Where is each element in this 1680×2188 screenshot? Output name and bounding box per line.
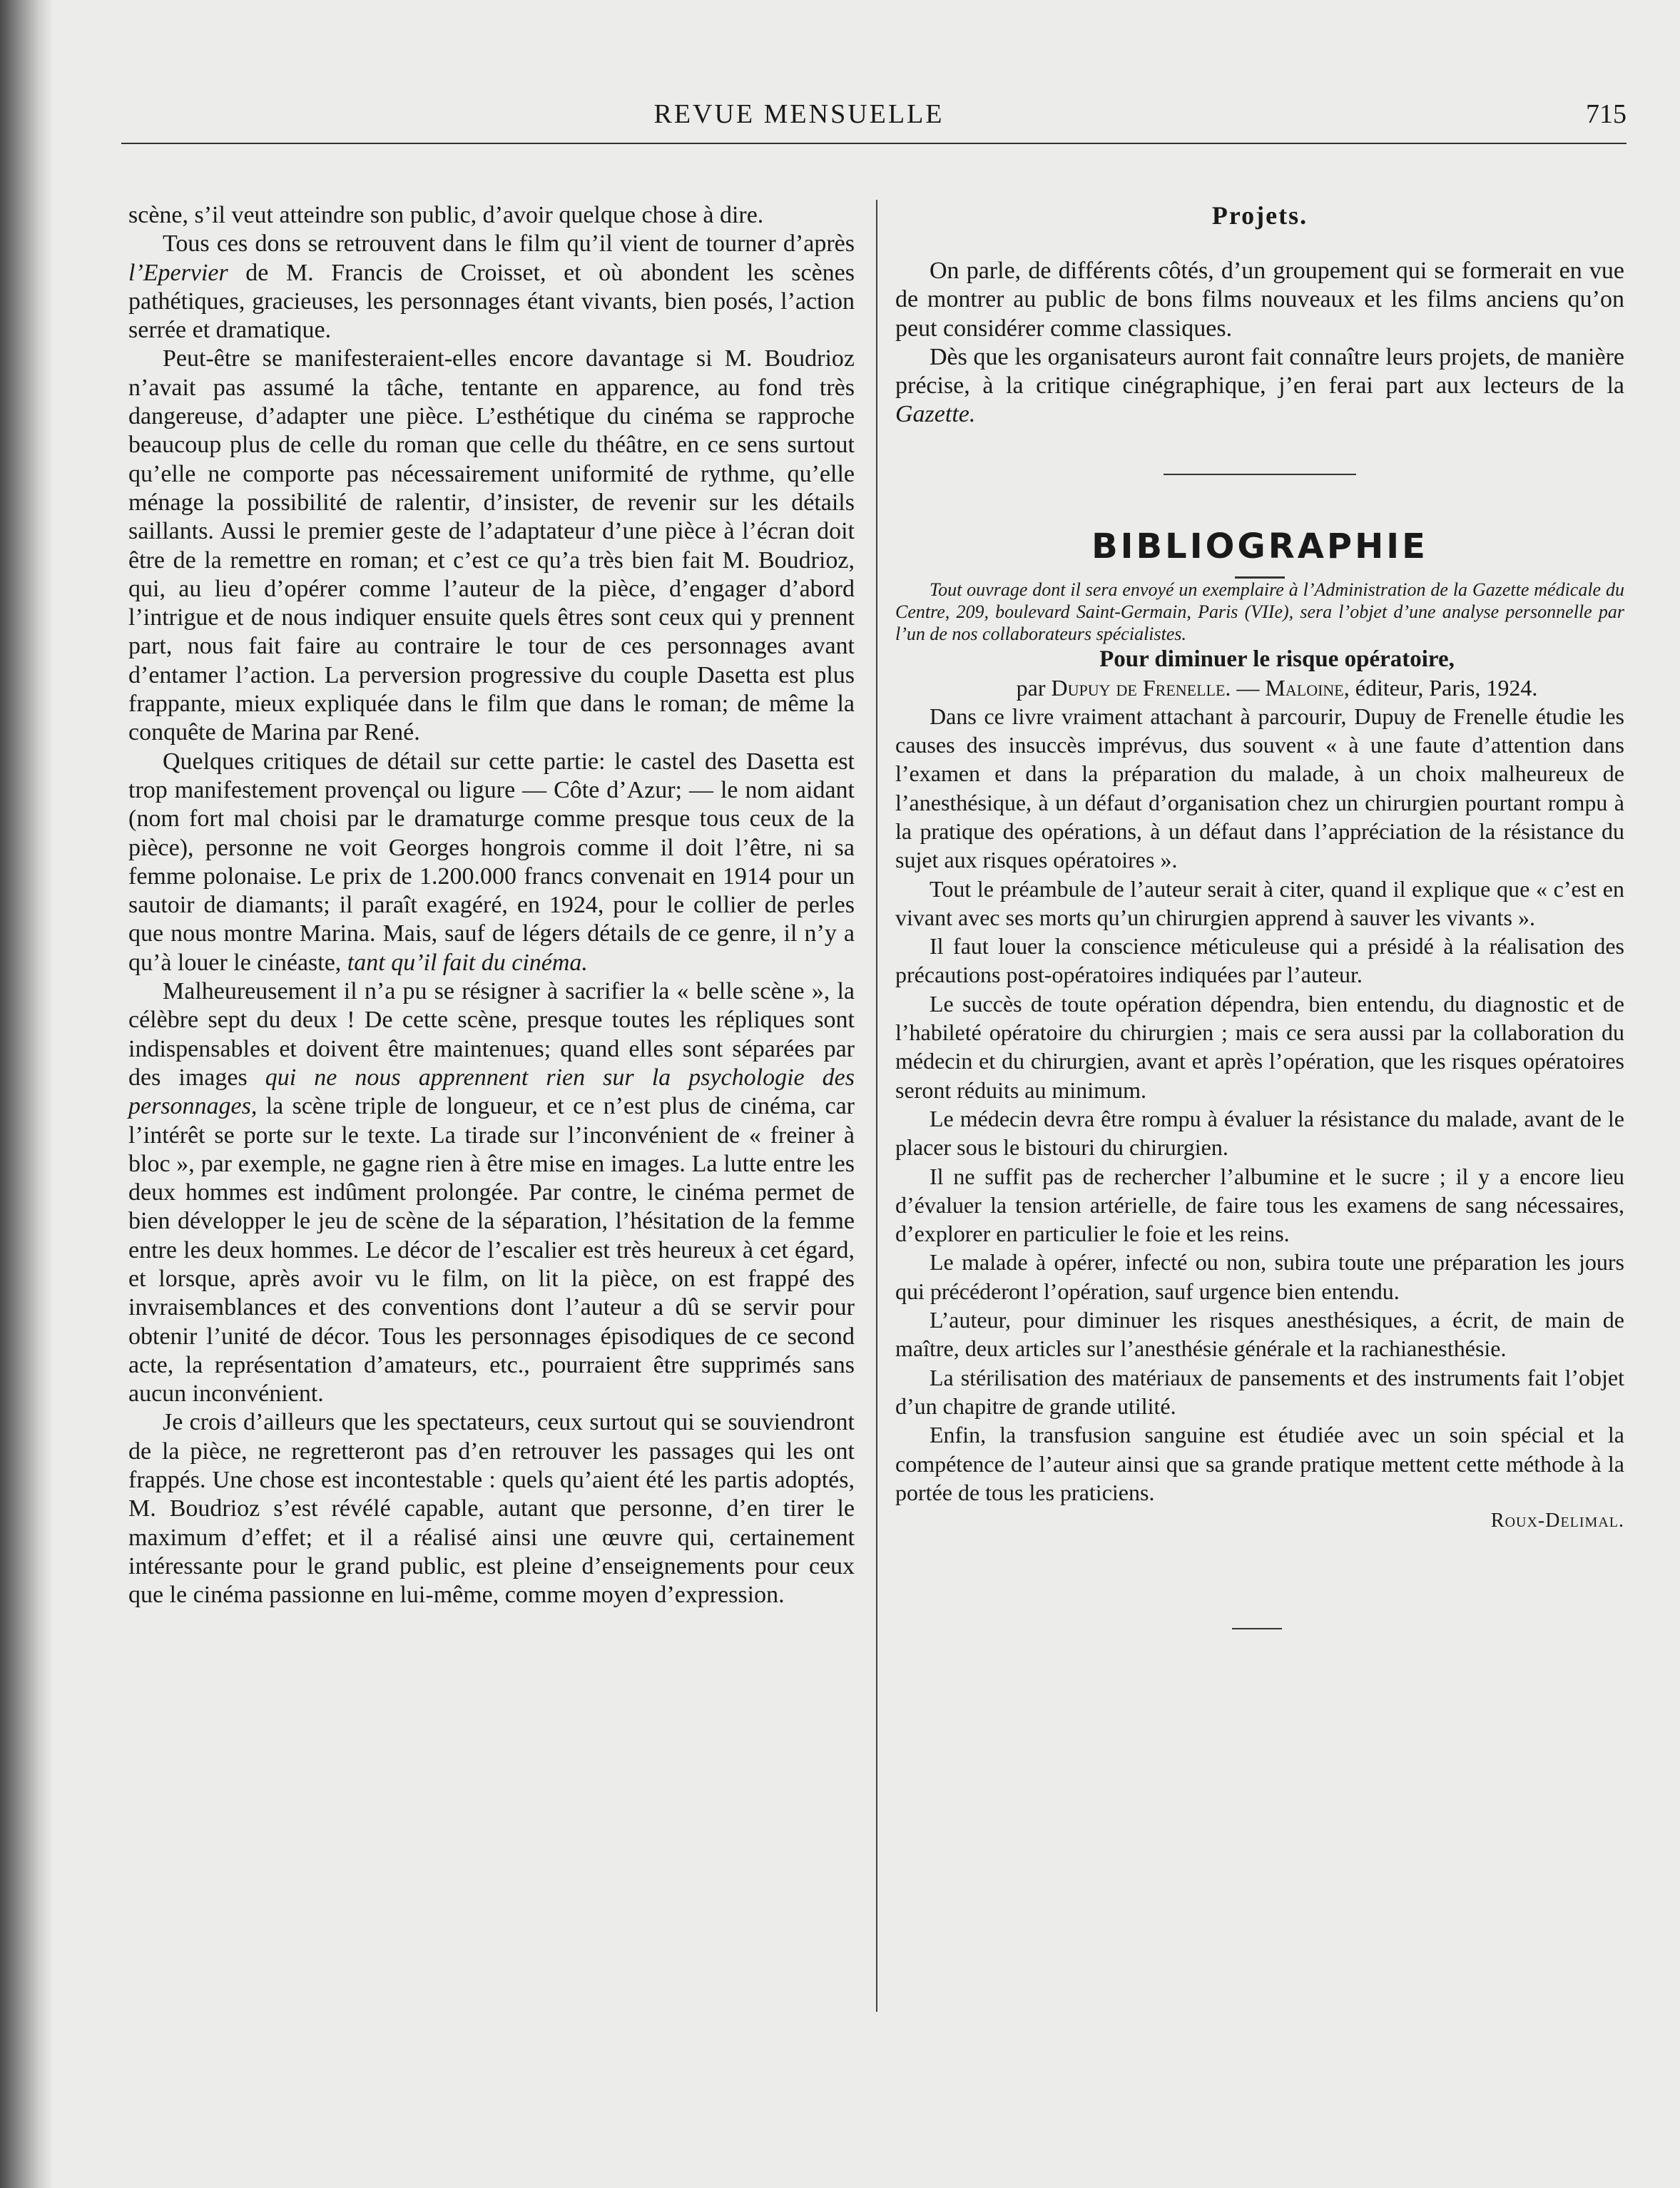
book-review: [895, 702, 1624, 1507]
paragraph: [895, 343, 1624, 429]
review-paragraph: Dans ce livre vraiment attachant à parcourir, Dupuy de Frenelle étudie les causes des insuccès imprévus, dus souvent « à une faute d’attention dans l’examen et dans la préparation du malade, à un choix malheureux de l’anesthésique, à un défaut d’organisation chez un chirurgien pourtant rompu à la pratique des opérations, à un défaut dans l’appréciation de la résistance du sujet aux risques opératoires ».: [895, 703, 1624, 873]
review-paragraph: Tout le préambule de l’auteur serait à citer, quand il explique que « c’est en vivant avec ses morts qu’un chirurgien apprend à sauver les vivants ».: [895, 875, 1624, 930]
paragraph: Peut-être se manifesteraient-elles encore davantage si M. Boudrioz n’avait pas assumé la tâche, tentante en apparence, au fond très dangereuse, d’adapter une pièce. L’esthétique du cinéma se rapproche beaucoup plus de celle du roman que celle du théâtre, en ce sens surtout qu’elle ne comporte pas nécessairement uniformité de rythme, qu’elle ménage la possibilité de ralentir, d’insister, de revenir sur les détails saillants. Aussi le premier geste de l’adaptateur d’une pièce à l’écran doit être de la remettre en roman; et c’est ce qu’a très bien fait M. Boudrioz, qui, au lieu d’opérer comme l’auteur de la pièce, d’engager d’abord l’intrigue et de nous indiquer ensuite quels êtres sont ceux qui y prennent part, nous fait faire au contraire le tour de ces personnages avant d’entamer l’action. La perversion progressive du couple Dasetta est plus frappante, mieux expliquée dans le film que dans le roman; de même la conquête de Marina par René.: [128, 345, 855, 746]
review-paragraph: L’auteur, pour diminuer les risques anesthésiques, a écrit, de main de maître, deux articles sur l’anesthésie générale et la rachianesthésie.: [895, 1307, 1624, 1362]
paragraph: scène, s’il veut atteindre son public, d’avoir quelque chose à dire.: [128, 202, 764, 228]
italic-title: l’Epervier: [128, 259, 228, 286]
reviewer-signature: Roux-Delimal.: [1490, 1510, 1624, 1532]
header-rule: [121, 143, 1626, 144]
running-head: [128, 98, 1626, 134]
review-paragraph: Le succès de toute opération dépendra, bien entendu, du diagnostic et de l’habileté opératoire du chirurgien ; mais ce sera aussi par la collaboration du médecin et du chirurgien, avant et après l’opération, que les risques opératoires seront réduits au minimum.: [895, 990, 1624, 1103]
text-run: Tous ces dons se retrouvent dans le film qu’il vient de tourner d’après: [163, 230, 855, 258]
book-byline: [895, 673, 1624, 702]
section-separator: [1164, 474, 1356, 475]
page-number: 715: [1586, 99, 1626, 129]
italic-title: Gazette.: [895, 401, 976, 428]
paragraph: [128, 230, 855, 345]
italic-text: qui ne nous apprennent rien sur la psychologie des personnages,: [128, 1064, 855, 1120]
submission-notice: Tout ouvrage dont il sera envoyé un exemplaire à l’Administration de la Gazette médicale du Centre, 209, boulevard Saint-Germain, Paris (VIIe), sera l’objet d’une analyse personnelle par l’un de nos collaborateurs spécialistes.: [895, 579, 1624, 644]
book-publisher: Maloine: [1265, 674, 1344, 701]
journal-title: REVUE MENSUELLE: [653, 99, 945, 129]
review-paragraph: Le médecin devra être rompu à évaluer la résistance du malade, avant de le placer sous le bistouri du chirurgien.: [895, 1105, 1624, 1161]
paragraph: Je crois d’ailleurs que les spectateurs, ceux surtout qui se souviendront de la pièce, ne regretteront pas d’en retrouver les passages qui les ont frappés. Une chose est incontestable : quels qu’aient été les partis adoptés, M. Boudrioz s’est révélé capable, autant que personne, d’en tirer le maximum d’effet; et il a réalisé ainsi une œuvre qui, certainement intéressante pour le grand public, est pleine d’enseignements pour ceux que le cinéma passionne en lui-même, comme moyen d’expression.: [128, 1409, 855, 1609]
paragraph: [128, 977, 855, 1408]
text-run: Malheureusement il n’a pu se résigner à sacrifier la « belle scène », la célèbre sept du deux ! De cette scène, presque toutes les répliques sont indispensables et doivent être maintenues; quand elles sont séparées par des images: [128, 978, 855, 1091]
paragraph: On parle, de différents côtés, d’un groupement qui se formerait en vue de montrer au public de bons films nouveaux et les films anciens qu’on peut considérer comme classiques.: [895, 258, 1624, 342]
review-paragraph: Enfin, la transfusion sanguine est étudiée avec un soin spécial et la compétence de l’auteur ainsi que sa grande pratique mettent cette méthode à la portée de tous les praticiens.: [895, 1422, 1624, 1505]
review-paragraph: Il ne suffit pas de rechercher l’albumine et le sucre ; il y a encore lieu d’évaluer la tension artérielle, de faire tous les examens de sang nécessaires, d’explorer en particulier le foie et les reins.: [895, 1163, 1624, 1247]
section-heading-projets: Projets.: [1211, 201, 1308, 230]
left-column: [128, 201, 855, 1610]
review-paragraph: La stérilisation des matériaux de pansements et des instruments fait l’objet d’un chapitre de grande utilité.: [895, 1364, 1624, 1419]
review-paragraph: Il faut louer la conscience méticuleuse qui a présidé à la réalisation des précautions post-opératoires indiquées par l’auteur.: [895, 933, 1624, 988]
right-column: [895, 201, 1624, 1629]
text-run: Dès que les organisateurs auront fait connaître leurs projets, de manière précise, à la critique cinégraphique, j’en ferai part aux lecteurs de la: [895, 343, 1624, 400]
book-title: Pour diminuer le risque opératoire,: [1099, 646, 1455, 672]
text-run: la scène triple de longueur, et ce n’est plus de cinéma, car l’intérêt se porte sur le texte. La tirade sur l’inconvénient de « freiner à bloc », par exemple, ne gagne rien à être mise en images. La lutte entre les deux hommes est indûment prolongée. Par contre, le cinéma permet de bien développer le jeu de scène de la séparation, l’hésitation de la femme entre les deux hommes. Le décor de l’escalier est très heureux à cet égard, et lorsque, après avoir vu le film, on lit la pièce, on est frappé des invraisemblances et des conventions dont l’auteur a dû se servir pour obtenir l’unité de décor. Tous les personnages épisodiques de ce second acte, la représentation d’amateurs, etc., pourraient être supprimés sans aucun inconvénient.: [128, 1093, 855, 1408]
paragraph: [128, 748, 855, 977]
bibliographie-heading: BIBLIOGRAPHIE: [1091, 526, 1428, 566]
text-run: —: [1231, 674, 1266, 701]
text-run: Quelques critiques de détail sur cette partie: le castel des Dasetta est trop manifestement provençal ou ligure — Côte d’Azur; — le nom aidant (nom fort mal choisi par le dramaturge comme presque tous ceux de la pièce), personne ne voit Georges hongrois comme il doit l’être, ni sa femme polonaise. Le prix de 1.200.000 francs convenait en 1914 pour un sautoir de diamants; il paraît exagéré, en 1924, pour le collier de perles que nous montre Marina. Mais, sauf de légers détails de ce genre, il n’y a qu’à louer le cinéaste,: [128, 748, 855, 976]
column-divider: [876, 200, 877, 2012]
text-run: de M. Francis de Croisset, et où abondent les scènes pathétiques, gracieuses, les personnages étant vivants, bien posés, l’action serrée et dramatique.: [128, 259, 855, 344]
review-paragraph: Le malade à opérer, infecté ou non, subira toute une préparation les jours qui précéderont l’opération, sauf urgence bien entendu.: [895, 1249, 1624, 1304]
italic-text: tant qu’il fait du cinéma.: [347, 949, 588, 976]
end-rule: [1232, 1628, 1282, 1629]
text-run: , éditeur, Paris, 1924.: [1343, 674, 1538, 701]
book-author: Dupuy de Frenelle.: [1051, 674, 1231, 701]
text-run: par: [1016, 674, 1052, 701]
